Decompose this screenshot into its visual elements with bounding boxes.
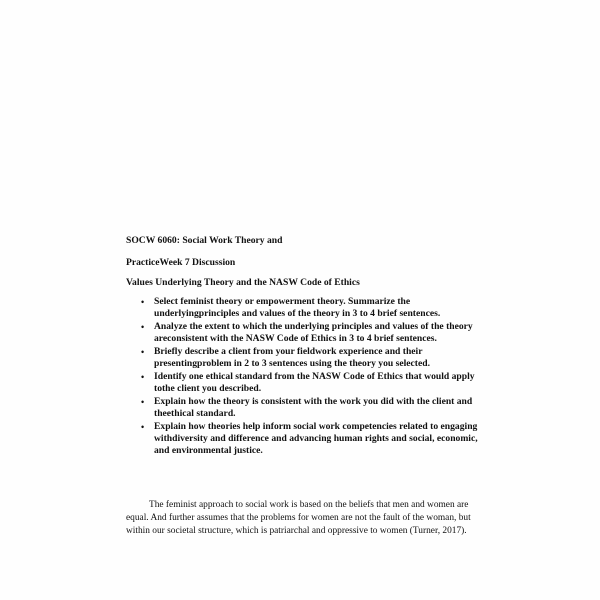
- paragraph-line-1: The feminist approach to social work is based on the beliefs that men and women are: [149, 500, 469, 510]
- week-title: PracticeWeek 7 Discussion: [126, 257, 236, 268]
- course-title: SOCW 6060: Social Work Theory and: [126, 235, 283, 246]
- bullet-3-line-2: presentingproblem in 2 to 3 sentences using the theory you selected.: [154, 358, 430, 369]
- bullet-3-line-1: Briefly describe a client from your fieldwork experience and their: [154, 346, 423, 357]
- bullet-icon: •: [141, 297, 145, 307]
- paragraph-line-3: within our societal structure, which is patriarchal and oppressive to women (Turner, 2017).: [126, 526, 467, 536]
- bullet-6-line-2: withdiversity and difference and advancing human rights and social, economic,: [154, 433, 478, 444]
- bullet-4-line-1: Identify one ethical standard from the NASW Code of Ethics that would apply: [154, 371, 475, 382]
- bullet-5-line-2: theethical standard.: [154, 408, 236, 419]
- bullet-5-line-1: Explain how the theory is consistent with the work you did with the client and: [154, 396, 473, 407]
- paragraph-line-2: equal. And further assumes that the problems for women are not the fault of the woman, but: [126, 513, 471, 523]
- bullet-2-line-1: Analyze the extent to which the underlying principles and values of the theory: [154, 321, 473, 332]
- bullet-6-line-3: and environmental justice.: [154, 445, 263, 456]
- bullet-icon: •: [141, 397, 145, 407]
- bullet-1-line-1: Select feminist theory or empowerment theory. Summarize the: [154, 296, 411, 307]
- bullet-icon: •: [141, 372, 145, 382]
- bullet-icon: •: [141, 322, 145, 332]
- bullet-2-line-2: areconsistent with the NASW Code of Ethics in 3 to 4 brief sentences.: [154, 333, 437, 344]
- bullet-icon: •: [141, 422, 145, 432]
- bullet-icon: •: [141, 347, 145, 357]
- section-subtitle: Values Underlying Theory and the NASW Code of Ethics: [126, 277, 360, 288]
- bullet-4-line-2: tothe client you described.: [154, 383, 262, 394]
- bullet-1-line-2: underlyingprinciples and values of the theory in 3 to 4 brief sentences.: [154, 308, 441, 319]
- bullet-6-line-1: Explain how theories help inform social work competencies related to engaging: [154, 421, 478, 432]
